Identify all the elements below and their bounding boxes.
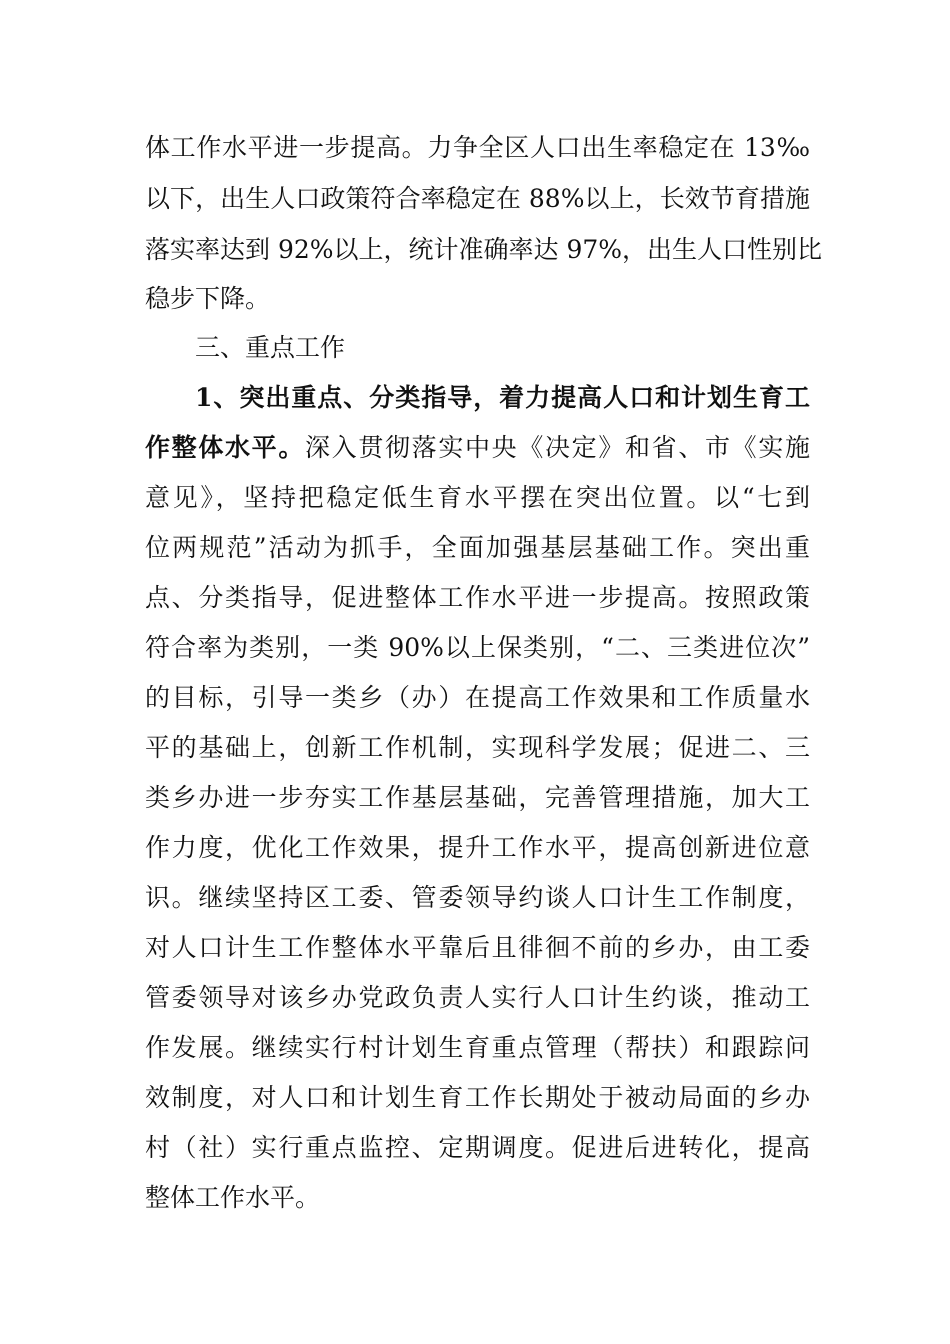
paragraph-2-line-12: 对人口计生工作整体水平靠后且徘徊不前的乡办，由工委 — [145, 933, 810, 962]
paragraph-2-line-6: 符合率为类别，一类 90%以上保类别，“二、三类进位次” — [145, 633, 810, 662]
paragraph-2-bold-lead: 作整体水平。 — [145, 433, 305, 462]
paragraph-2-line-2 — [145, 423, 810, 473]
paragraph-2-line-17: 整体工作水平。 — [145, 1183, 321, 1212]
paragraph-2-line-9: 类乡办进一步夯实工作基层基础，完善管理措施，加大工 — [145, 783, 810, 812]
paragraph-2-line-14: 作发展。继续实行村计划生育重点管理（帮扶）和跟踪问 — [145, 1033, 810, 1062]
paragraph-1-line-2: 以下，出生人口政策符合率稳定在 88%以上，长效节育措施 — [145, 184, 810, 213]
paragraph-1-line-1: 体工作水平进一步提高。力争全区人口出生率稳定在 13‰ — [145, 133, 810, 162]
paragraph-2-line-16: 村（社）实行重点监控、定期调度。促进后进转化，提高 — [145, 1133, 810, 1162]
paragraph-2-line-13: 管委领导对该乡办党政负责人实行人口计生约谈，推动工 — [145, 983, 810, 1012]
paragraph-2-line-10: 作力度，优化工作效果，提升工作水平，提高创新进位意 — [145, 833, 810, 862]
paragraph-2-line-3: 意见》，坚持把稳定低生育水平摆在突出位置。以“七到 — [145, 483, 810, 512]
paragraph-2-bold-line-1: 1、突出重点、分类指导，着力提高人口和计划生育工 — [195, 383, 810, 412]
paragraph-2-line-4: 位两规范”活动为抓手，全面加强基层基础工作。突出重 — [145, 533, 810, 562]
paragraph-2-line-8: 平的基础上，创新工作机制，实现科学发展；促进二、三 — [145, 733, 810, 762]
paragraph-2-line-7: 的目标，引导一类乡（办）在提高工作效果和工作质量水 — [145, 683, 810, 712]
paragraph-2-line-15: 效制度，对人口和计划生育工作长期处于被动局面的乡办 — [145, 1083, 810, 1112]
paragraph-1-line-4: 稳步下降。 — [145, 284, 271, 313]
paragraph-2-line-5: 点、分类指导，促进整体工作水平进一步提高。按照政策 — [145, 583, 810, 612]
paragraph-1-line-3: 落实率达到 92%以上，统计准确率达 97%，出生人口性别比 — [145, 235, 823, 264]
section-heading: 三、重点工作 — [195, 333, 346, 362]
paragraph-2-line-11: 识。继续坚持区工委、管委领导约谈人口计生工作制度， — [145, 883, 810, 912]
paragraph-2-line-2-rest: 深入贯彻落实中央《决定》和省、市《实施 — [305, 433, 810, 462]
